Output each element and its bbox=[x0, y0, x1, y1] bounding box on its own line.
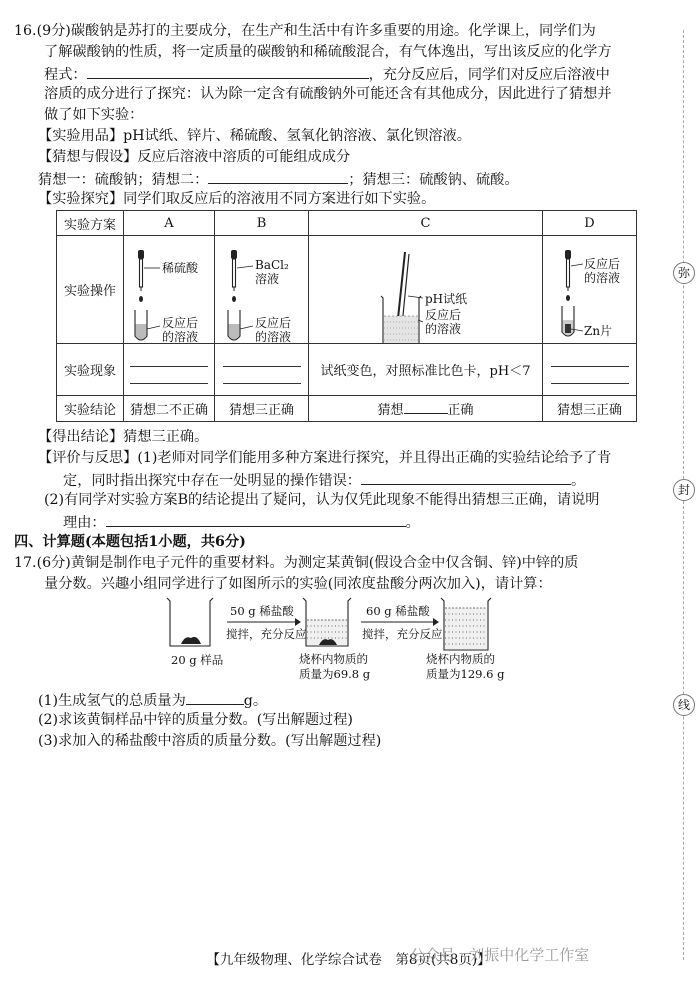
cell-d-conclusion: 猜想三正确 bbox=[543, 396, 637, 422]
evaluation-line1: 【评价与反思】(1)老师对同学们能用多种方案进行探究，并且得出正确的实验结论给予了肯 bbox=[38, 450, 612, 466]
row-label-phenomenon: 实验现象 bbox=[57, 344, 124, 396]
q17-sub1-text: (1)生成氢气的总质量为 bbox=[38, 693, 186, 709]
guess-three: ；猜想三：硫酸钠、硫酸。 bbox=[348, 172, 519, 188]
cell-b-conclusion: 猜想三正确 bbox=[215, 396, 309, 422]
label-c-solution-2: 的溶液 bbox=[425, 322, 462, 336]
q16-line3-start: 程式： bbox=[44, 67, 87, 83]
phen-b-blank-1[interactable] bbox=[223, 356, 301, 367]
label-a-solution-1: 反应后 bbox=[162, 316, 199, 330]
sample-label: 20 g 样品 bbox=[171, 653, 224, 667]
step1-bottom-label: 搅拌，充分反应 bbox=[226, 627, 307, 641]
mass2-label-line2: 质量为129.6 g bbox=[426, 667, 505, 681]
guesses bbox=[38, 169, 519, 190]
label-d-zinc: Zn片 bbox=[584, 324, 613, 338]
header-d: D bbox=[543, 211, 637, 236]
side-mark-mi: 弥 bbox=[673, 262, 695, 284]
phen-a-blank-1[interactable] bbox=[130, 356, 208, 367]
hypothesis: 【猜想与假设】反应后溶液中溶质的可能组成成分 bbox=[38, 149, 351, 165]
side-mark-feng: 封 bbox=[673, 479, 695, 501]
evaluation-line3: (2)有同学对实验方案B的结论提出了疑问，认为仅凭此现象不能得出猜想三正确，请说明 bbox=[44, 492, 600, 508]
phen-b-blank-2[interactable] bbox=[223, 373, 301, 384]
label-d-solution-1: 反应后 bbox=[584, 257, 621, 271]
q17-line1: 17.(6分)黄铜是制作电子元件的重要材料。为测定某黄铜(假设合金中仅含铜、锌)中锌的质 bbox=[14, 555, 579, 571]
q16-line2: 了解碳酸钠的性质，将一定质量的碳酸钠和稀硫酸混合，有气体逸出，写出该反应的化学方 bbox=[44, 44, 612, 60]
table-row-phenomenon bbox=[57, 344, 637, 396]
header-scheme: 实验方案 bbox=[57, 211, 124, 236]
brass-sample bbox=[181, 637, 201, 644]
experiment-table bbox=[56, 210, 637, 422]
side-mark-xian: 线 bbox=[673, 694, 695, 716]
q17-line2: 量分数。兴趣小组同学进行了如图所示的实验(同浓度盐酸分两次加入)，请计算： bbox=[44, 576, 552, 592]
step2-top-label: 60 g 稀盐酸 bbox=[366, 604, 430, 618]
step2-bottom-label: 搅拌，充分反应 bbox=[362, 627, 443, 641]
q16-line4: 溶质的成分进行了探究：认为除一定含有硫酸钠外可能还含有其他成分，因此进行了猜想并 bbox=[44, 86, 612, 102]
label-b-reagent-1: BaCl₂ bbox=[255, 258, 289, 272]
conclusion: 【得出结论】猜想三正确。 bbox=[38, 429, 209, 445]
label-d-solution-2: 的溶液 bbox=[584, 271, 621, 285]
evaluation-line4-text: 理由： bbox=[63, 515, 106, 531]
explore: 【实验探究】同学们取反应后的溶液用不同方案进行如下实验。 bbox=[38, 191, 436, 207]
guess-two-blank[interactable] bbox=[208, 169, 348, 184]
cell-c-operation bbox=[309, 236, 543, 344]
table-row-conclusion bbox=[57, 396, 637, 422]
cell-a-conclusion: 猜想二不正确 bbox=[124, 396, 215, 422]
cell-c-phenomenon: 试纸变色，对照标准比色卡，pH＜7 bbox=[309, 344, 543, 396]
evaluation-line2-text: 定，同时指出探究中存在一处明显的操作错误： bbox=[63, 473, 361, 489]
label-a-reagent: 稀硫酸 bbox=[162, 261, 199, 275]
header-c: C bbox=[309, 211, 543, 236]
cell-c-conclusion bbox=[309, 396, 543, 422]
hydrogen-mass-blank[interactable] bbox=[186, 690, 244, 705]
q17-sub2: (2)求该黄铜样品中锌的质量分数。(写出解题过程) bbox=[38, 712, 353, 728]
label-b-solution-1: 反应后 bbox=[255, 316, 292, 330]
mass1-label-line1: 烧杯内物质的 bbox=[299, 652, 368, 666]
label-b-reagent-2: 溶液 bbox=[255, 272, 280, 286]
cell-a-operation bbox=[124, 236, 215, 344]
table-header-row bbox=[57, 211, 637, 236]
phen-d-blank-2[interactable] bbox=[551, 373, 629, 384]
con-c-end: 正确 bbox=[447, 403, 474, 418]
watermark: 公众号 · 刘振中化学工作室 bbox=[410, 946, 590, 964]
row-label-conclusion: 实验结论 bbox=[57, 396, 124, 422]
q16-line3-end: ，充分反应后，同学们对反应后溶液中 bbox=[368, 67, 610, 83]
supplies: 【实验用品】pH试纸、锌片、稀硫酸、氢氧化钠溶液、氯化钡溶液。 bbox=[38, 128, 471, 144]
mass2-label-line1: 烧杯内物质的 bbox=[426, 652, 495, 666]
operation-error-blank[interactable] bbox=[361, 470, 571, 485]
q17-sub3: (3)求加入的稀盐酸中溶质的质量分数。(写出解题过程) bbox=[38, 733, 382, 749]
q16-line1: 16.(9分)碳酸钠是苏打的主要成分，在生产和生活中有许多重要的用途。化学课上，同学们为 bbox=[14, 23, 596, 39]
phen-d-blank-1[interactable] bbox=[551, 356, 629, 367]
header-b: B bbox=[215, 211, 309, 236]
phen-a-blank-2[interactable] bbox=[130, 373, 208, 384]
label-a-solution-2: 的溶液 bbox=[162, 330, 199, 344]
cell-a-phenomenon bbox=[124, 344, 215, 396]
con-c-blank[interactable] bbox=[404, 401, 448, 414]
cell-d-phenomenon bbox=[543, 344, 637, 396]
evaluation-line4: 理由： 。 bbox=[63, 512, 420, 533]
cell-b-operation bbox=[215, 236, 309, 344]
row-label-operation: 实验操作 bbox=[57, 236, 124, 344]
label-c-solution-1: 反应后 bbox=[425, 308, 462, 322]
label-b-solution-2: 的溶液 bbox=[255, 330, 292, 344]
cell-b-phenomenon bbox=[215, 344, 309, 396]
page-footer: 【九年级物理、化学综合试卷 第8页(共8页)】 bbox=[206, 952, 491, 968]
evaluation-line2: 定，同时指出探究中存在一处明显的操作错误： 。 bbox=[63, 470, 585, 491]
cell-d-operation bbox=[543, 236, 637, 344]
equation-blank[interactable] bbox=[87, 64, 369, 79]
q17-sub1-unit: g。 bbox=[243, 693, 268, 709]
step1-top-label: 50 g 稀盐酸 bbox=[230, 604, 294, 618]
label-c-paper: pH试纸 bbox=[425, 292, 468, 306]
guess-one-two: 猜想一：硫酸钠；猜想二： bbox=[38, 172, 209, 188]
con-c-start: 猜想 bbox=[377, 403, 404, 418]
q16-line5: 做了如下实验： bbox=[44, 107, 144, 123]
header-a: A bbox=[124, 211, 215, 236]
reason-blank[interactable] bbox=[106, 512, 406, 527]
section-four-title: 四、计算题(本题包括1小题，共6分) bbox=[14, 534, 246, 550]
mass1-label-line2: 质量为69.8 g bbox=[299, 667, 371, 681]
q16-line3 bbox=[44, 64, 610, 85]
table-row-operation bbox=[57, 236, 637, 344]
q17-sub1 bbox=[38, 690, 267, 711]
